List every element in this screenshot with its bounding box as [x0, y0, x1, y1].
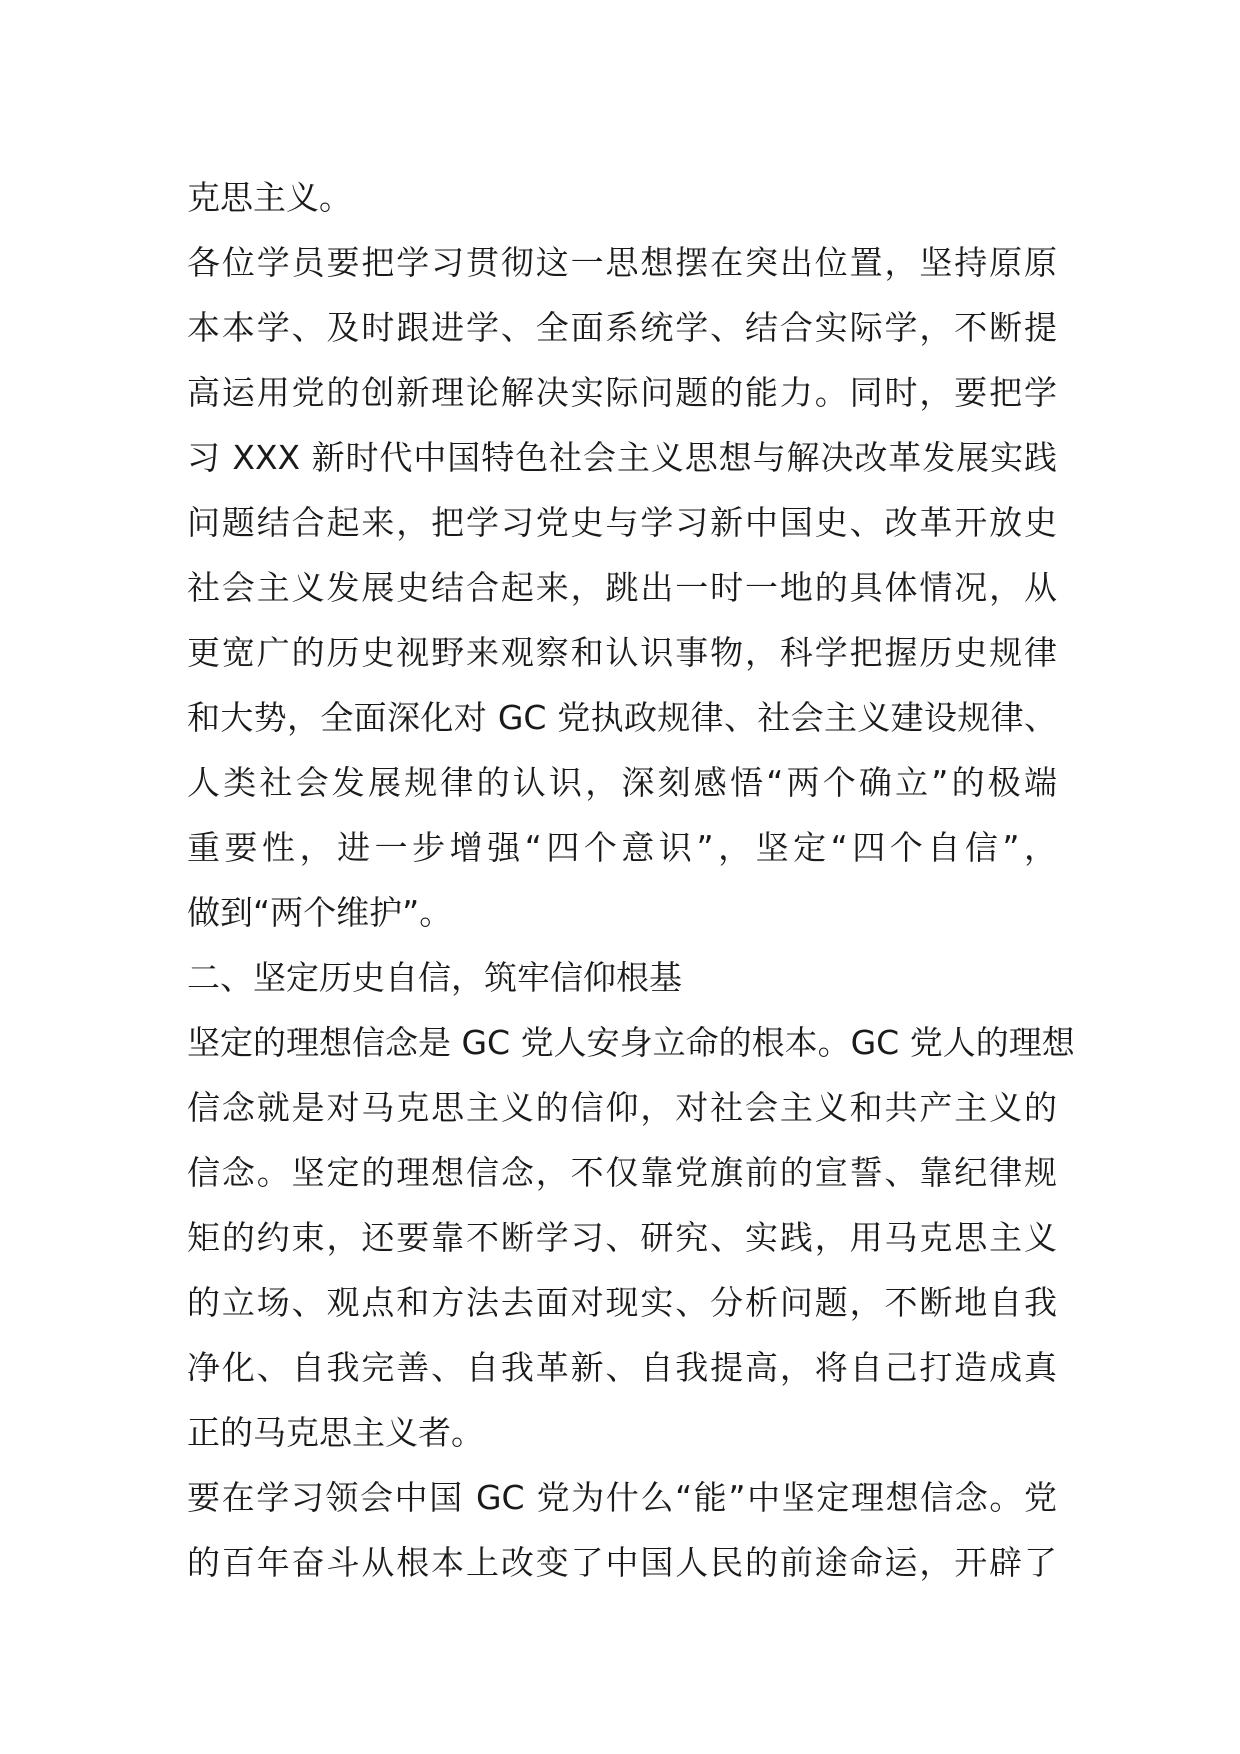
text-line: 各位学员要把学习贯彻这一思想摆在突出位置，坚持原原 [187, 243, 1057, 282]
text-line: 净化、自我完善、自我革新、自我提高，将自己打造成真 [187, 1348, 1057, 1387]
text-line: 做到“两个维护”。 [187, 893, 453, 932]
text-line: 信念就是对马克思主义的信仰，对社会主义和共产主义的 [187, 1088, 1057, 1127]
section-heading: 二、坚定历史自信，筑牢信仰根基 [187, 958, 682, 997]
text-line: 本本学、及时跟进学、全面系统学、结合实际学，不断提 [187, 308, 1057, 347]
text-line: 的百年奋斗从根本上改变了中国人民的前途命运，开辟了 [187, 1543, 1057, 1582]
body-text [187, 165, 1075, 1595]
text-line: 社会主义发展史结合起来，跳出一时一地的具体情况，从 [187, 568, 1057, 607]
text-line: 习 XXX 新时代中国特色社会主义思想与解决改革发展实践 [187, 438, 1057, 477]
text-line: 重要性，进一步增强“四个意识”，坚定“四个自信”， [187, 828, 1057, 867]
text-line: 人类社会发展规律的认识，深刻感悟“两个确立”的极端 [187, 763, 1057, 802]
text-line: 信念。坚定的理想信念，不仅靠党旗前的宣誓、靠纪律规 [187, 1153, 1057, 1192]
text-line: 和大势，全面深化对 GC 党执政规律、社会主义建设规律、 [187, 698, 1057, 737]
text-line: 正的马克思主义者。 [187, 1413, 484, 1452]
text-line: 克思主义。 [187, 178, 352, 217]
text-line: 高运用党的创新理论解决实际问题的能力。同时，要把学 [187, 373, 1057, 412]
text-line: 坚定的理想信念是 GC 党人安身立命的根本。GC 党人的理想 [187, 1023, 1075, 1062]
text-line: 的立场、观点和方法去面对现实、分析问题，不断地自我 [187, 1283, 1057, 1322]
text-line: 矩的约束，还要靠不断学习、研究、实践，用马克思主义 [187, 1218, 1057, 1257]
text-line: 更宽广的历史视野来观察和认识事物，科学把握历史规律 [187, 633, 1057, 672]
text-line: 要在学习领会中国 GC 党为什么“能”中坚定理想信念。党 [187, 1478, 1057, 1517]
text-line: 问题结合起来，把学习党史与学习新中国史、改革开放史 [187, 503, 1057, 542]
